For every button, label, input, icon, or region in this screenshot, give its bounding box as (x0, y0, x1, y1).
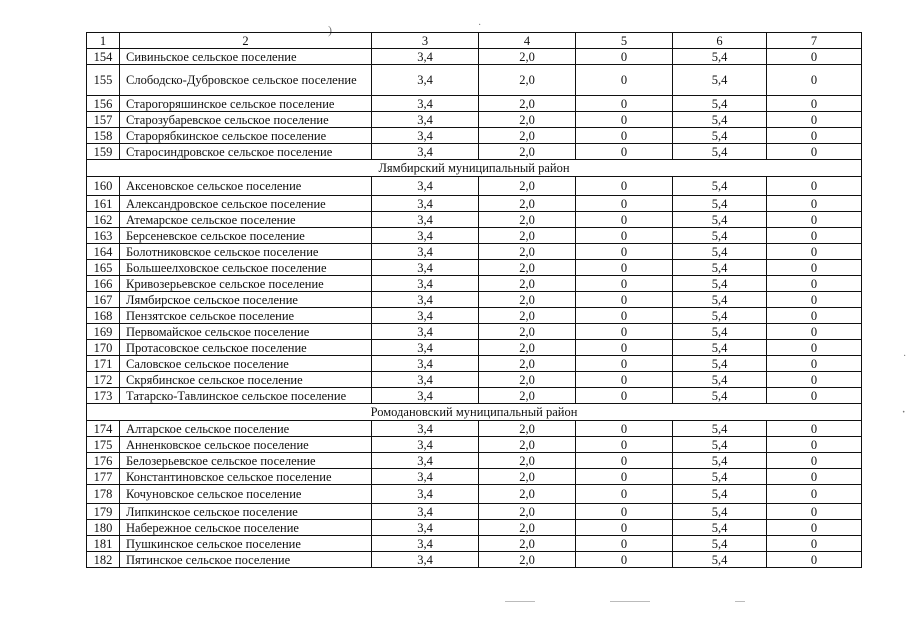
value-col-3: 3,4 (372, 212, 479, 228)
value-col-3: 3,4 (372, 437, 479, 453)
settlement-name: Липкинское сельское поселение (120, 504, 372, 520)
settlement-name: Скрябинское сельское поселение (120, 372, 372, 388)
table-row (87, 485, 862, 504)
table-row (87, 128, 862, 144)
value-col-3: 3,4 (372, 144, 479, 160)
value-col-4: 2,0 (479, 292, 576, 308)
value-col-4: 2,0 (479, 308, 576, 324)
value-col-4: 2,0 (479, 421, 576, 437)
value-col-6: 5,4 (673, 228, 767, 244)
value-col-4: 2,0 (479, 437, 576, 453)
settlement-name: Старосиндровское сельское поселение (120, 144, 372, 160)
settlement-name: Алтарское сельское поселение (120, 421, 372, 437)
value-col-6: 5,4 (673, 372, 767, 388)
value-col-5: 0 (576, 49, 673, 65)
row-number: 161 (87, 196, 120, 212)
value-col-5: 0 (576, 372, 673, 388)
value-col-7: 0 (767, 340, 862, 356)
value-col-7: 0 (767, 96, 862, 112)
value-col-5: 0 (576, 437, 673, 453)
table-row (87, 212, 862, 228)
value-col-7: 0 (767, 485, 862, 504)
table-row (87, 372, 862, 388)
value-col-4: 2,0 (479, 177, 576, 196)
table-row (87, 453, 862, 469)
value-col-5: 0 (576, 65, 673, 96)
value-col-4: 2,0 (479, 485, 576, 504)
value-col-3: 3,4 (372, 340, 479, 356)
row-number: 168 (87, 308, 120, 324)
value-col-4: 2,0 (479, 244, 576, 260)
settlements-table (86, 32, 862, 568)
value-col-6: 5,4 (673, 177, 767, 196)
value-col-4: 2,0 (479, 196, 576, 212)
value-col-4: 2,0 (479, 453, 576, 469)
value-col-6: 5,4 (673, 308, 767, 324)
value-col-7: 0 (767, 552, 862, 568)
value-col-3: 3,4 (372, 388, 479, 404)
value-col-6: 5,4 (673, 437, 767, 453)
value-col-3: 3,4 (372, 196, 479, 212)
value-col-6: 5,4 (673, 324, 767, 340)
settlement-name: Пушкинское сельское поселение (120, 536, 372, 552)
value-col-6: 5,4 (673, 421, 767, 437)
row-number: 181 (87, 536, 120, 552)
value-col-4: 2,0 (479, 212, 576, 228)
value-col-3: 3,4 (372, 260, 479, 276)
value-col-5: 0 (576, 196, 673, 212)
row-number: 166 (87, 276, 120, 292)
value-col-4: 2,0 (479, 276, 576, 292)
value-col-3: 3,4 (372, 65, 479, 96)
district-section-row (87, 404, 862, 421)
value-col-5: 0 (576, 504, 673, 520)
value-col-6: 5,4 (673, 96, 767, 112)
settlement-name: Саловское сельское поселение (120, 356, 372, 372)
value-col-6: 5,4 (673, 212, 767, 228)
value-col-3: 3,4 (372, 324, 479, 340)
settlement-name: Берсеневское сельское поселение (120, 228, 372, 244)
value-col-5: 0 (576, 292, 673, 308)
row-number: 178 (87, 485, 120, 504)
table-row (87, 520, 862, 536)
value-col-5: 0 (576, 260, 673, 276)
value-col-4: 2,0 (479, 469, 576, 485)
value-col-6: 5,4 (673, 469, 767, 485)
value-col-7: 0 (767, 504, 862, 520)
table-row (87, 65, 862, 96)
value-col-7: 0 (767, 228, 862, 244)
settlement-name: Старорябкинское сельское поселение (120, 128, 372, 144)
table-row (87, 292, 862, 308)
settlement-name: Кривозерьевское сельское поселение (120, 276, 372, 292)
value-col-5: 0 (576, 112, 673, 128)
value-col-3: 3,4 (372, 372, 479, 388)
value-col-7: 0 (767, 292, 862, 308)
value-col-4: 2,0 (479, 96, 576, 112)
header-cell: 1 (87, 33, 120, 49)
value-col-7: 0 (767, 177, 862, 196)
row-number: 177 (87, 469, 120, 485)
value-col-3: 3,4 (372, 49, 479, 65)
value-col-7: 0 (767, 437, 862, 453)
value-col-7: 0 (767, 453, 862, 469)
district-title: Ромодановский муниципальный район (87, 404, 862, 421)
value-col-5: 0 (576, 388, 673, 404)
value-col-3: 3,4 (372, 128, 479, 144)
value-col-7: 0 (767, 536, 862, 552)
row-number: 154 (87, 49, 120, 65)
value-col-7: 0 (767, 372, 862, 388)
settlement-name: Анненковское сельское поселение (120, 437, 372, 453)
value-col-7: 0 (767, 356, 862, 372)
value-col-3: 3,4 (372, 177, 479, 196)
table-row (87, 196, 862, 212)
value-col-4: 2,0 (479, 356, 576, 372)
header-cell: 3 (372, 33, 479, 49)
value-col-4: 2,0 (479, 340, 576, 356)
header-cell: 4 (479, 33, 576, 49)
value-col-7: 0 (767, 276, 862, 292)
value-col-3: 3,4 (372, 504, 479, 520)
value-col-4: 2,0 (479, 144, 576, 160)
table-row (87, 469, 862, 485)
row-number: 182 (87, 552, 120, 568)
table-row (87, 552, 862, 568)
value-col-3: 3,4 (372, 276, 479, 292)
settlement-name: Кочуновское сельское поселение (120, 485, 372, 504)
table-row (87, 276, 862, 292)
value-col-6: 5,4 (673, 196, 767, 212)
value-col-7: 0 (767, 324, 862, 340)
value-col-5: 0 (576, 552, 673, 568)
table-row (87, 244, 862, 260)
table-row (87, 260, 862, 276)
value-col-6: 5,4 (673, 112, 767, 128)
value-col-6: 5,4 (673, 552, 767, 568)
value-col-5: 0 (576, 177, 673, 196)
value-col-5: 0 (576, 144, 673, 160)
table-row (87, 49, 862, 65)
value-col-6: 5,4 (673, 276, 767, 292)
settlement-name: Аксеновское сельское поселение (120, 177, 372, 196)
value-col-4: 2,0 (479, 388, 576, 404)
value-col-3: 3,4 (372, 228, 479, 244)
value-col-4: 2,0 (479, 504, 576, 520)
table-row (87, 308, 862, 324)
row-number: 174 (87, 421, 120, 437)
value-col-3: 3,4 (372, 453, 479, 469)
settlement-name: Лямбирское сельское поселение (120, 292, 372, 308)
value-col-5: 0 (576, 276, 673, 292)
row-number: 176 (87, 453, 120, 469)
table-row (87, 112, 862, 128)
table-row (87, 96, 862, 112)
value-col-6: 5,4 (673, 65, 767, 96)
row-number: 165 (87, 260, 120, 276)
district-section-row (87, 160, 862, 177)
row-number: 156 (87, 96, 120, 112)
value-col-5: 0 (576, 340, 673, 356)
value-col-5: 0 (576, 308, 673, 324)
header-cell: 7 (767, 33, 862, 49)
header-cell: 2 (120, 33, 372, 49)
value-col-4: 2,0 (479, 552, 576, 568)
table-row (87, 536, 862, 552)
row-number: 173 (87, 388, 120, 404)
value-col-6: 5,4 (673, 388, 767, 404)
value-col-7: 0 (767, 469, 862, 485)
row-number: 171 (87, 356, 120, 372)
header-cell: 5 (576, 33, 673, 49)
value-col-6: 5,4 (673, 453, 767, 469)
settlement-name: Первомайское сельское поселение (120, 324, 372, 340)
value-col-4: 2,0 (479, 49, 576, 65)
header-cell: 6 (673, 33, 767, 49)
settlement-name: Большеелховское сельское поселение (120, 260, 372, 276)
settlement-name: Старогоряшинское сельское поселение (120, 96, 372, 112)
value-col-4: 2,0 (479, 536, 576, 552)
value-col-5: 0 (576, 244, 673, 260)
value-col-5: 0 (576, 356, 673, 372)
row-number: 164 (87, 244, 120, 260)
value-col-6: 5,4 (673, 49, 767, 65)
settlement-name: Константиновское сельское поселение (120, 469, 372, 485)
row-number: 172 (87, 372, 120, 388)
value-col-5: 0 (576, 485, 673, 504)
table-row (87, 228, 862, 244)
scan-artifact-line (505, 601, 535, 602)
value-col-7: 0 (767, 144, 862, 160)
table-row (87, 421, 862, 437)
value-col-6: 5,4 (673, 128, 767, 144)
value-col-7: 0 (767, 212, 862, 228)
value-col-5: 0 (576, 128, 673, 144)
value-col-5: 0 (576, 469, 673, 485)
row-number: 175 (87, 437, 120, 453)
settlement-name: Белозерьевское сельское поселение (120, 453, 372, 469)
table-header-row (87, 33, 862, 49)
value-col-5: 0 (576, 96, 673, 112)
value-col-3: 3,4 (372, 308, 479, 324)
value-col-7: 0 (767, 308, 862, 324)
value-col-5: 0 (576, 324, 673, 340)
value-col-6: 5,4 (673, 504, 767, 520)
value-col-5: 0 (576, 228, 673, 244)
district-title: Лямбирский муниципальный район (87, 160, 862, 177)
value-col-3: 3,4 (372, 244, 479, 260)
row-number: 163 (87, 228, 120, 244)
settlement-name: Пензятское сельское поселение (120, 308, 372, 324)
scan-artifact-line (735, 601, 745, 602)
settlement-name: Александровское сельское поселение (120, 196, 372, 212)
row-number: 158 (87, 128, 120, 144)
value-col-7: 0 (767, 520, 862, 536)
table-row (87, 340, 862, 356)
value-col-3: 3,4 (372, 356, 479, 372)
table-row (87, 324, 862, 340)
value-col-3: 3,4 (372, 292, 479, 308)
value-col-3: 3,4 (372, 421, 479, 437)
value-col-4: 2,0 (479, 65, 576, 96)
row-number: 159 (87, 144, 120, 160)
settlement-name: Болотниковское сельское поселение (120, 244, 372, 260)
value-col-3: 3,4 (372, 112, 479, 128)
value-col-4: 2,0 (479, 228, 576, 244)
value-col-6: 5,4 (673, 244, 767, 260)
table-row (87, 356, 862, 372)
value-col-3: 3,4 (372, 96, 479, 112)
row-number: 169 (87, 324, 120, 340)
scan-artifact-mark: ) (328, 23, 332, 37)
value-col-4: 2,0 (479, 372, 576, 388)
value-col-4: 2,0 (479, 520, 576, 536)
settlement-name: Набережное сельское поселение (120, 520, 372, 536)
settlement-name: Слободско-Дубровское сельское поселение (120, 65, 372, 96)
value-col-7: 0 (767, 244, 862, 260)
value-col-6: 5,4 (673, 536, 767, 552)
value-col-3: 3,4 (372, 536, 479, 552)
value-col-3: 3,4 (372, 485, 479, 504)
value-col-5: 0 (576, 421, 673, 437)
scan-artifact-dot: · (478, 20, 482, 31)
value-col-5: 0 (576, 212, 673, 228)
settlement-name: Пятинское сельское поселение (120, 552, 372, 568)
value-col-7: 0 (767, 260, 862, 276)
row-number: 170 (87, 340, 120, 356)
row-number: 167 (87, 292, 120, 308)
value-col-7: 0 (767, 128, 862, 144)
value-col-3: 3,4 (372, 520, 479, 536)
value-col-3: 3,4 (372, 552, 479, 568)
value-col-3: 3,4 (372, 469, 479, 485)
value-col-7: 0 (767, 112, 862, 128)
value-col-7: 0 (767, 49, 862, 65)
value-col-4: 2,0 (479, 112, 576, 128)
value-col-4: 2,0 (479, 324, 576, 340)
value-col-6: 5,4 (673, 356, 767, 372)
settlement-name: Сивиньское сельское поселение (120, 49, 372, 65)
settlement-name: Старозубаревское сельское поселение (120, 112, 372, 128)
table-row (87, 504, 862, 520)
settlement-name: Протасовское сельское поселение (120, 340, 372, 356)
value-col-5: 0 (576, 520, 673, 536)
value-col-4: 2,0 (479, 260, 576, 276)
scan-artifact-line (610, 601, 650, 602)
table-row (87, 144, 862, 160)
value-col-7: 0 (767, 196, 862, 212)
table-row (87, 437, 862, 453)
value-col-7: 0 (767, 421, 862, 437)
value-col-6: 5,4 (673, 260, 767, 276)
value-col-6: 5,4 (673, 292, 767, 308)
row-number: 180 (87, 520, 120, 536)
value-col-6: 5,4 (673, 485, 767, 504)
row-number: 162 (87, 212, 120, 228)
settlement-name: Атемарское сельское поселение (120, 212, 372, 228)
value-col-4: 2,0 (479, 128, 576, 144)
row-number: 160 (87, 177, 120, 196)
table-row (87, 388, 862, 404)
value-col-6: 5,4 (673, 520, 767, 536)
table-row (87, 177, 862, 196)
row-number: 155 (87, 65, 120, 96)
value-col-7: 0 (767, 388, 862, 404)
value-col-5: 0 (576, 536, 673, 552)
value-col-6: 5,4 (673, 340, 767, 356)
scan-artifact-dot: · (902, 407, 906, 418)
row-number: 179 (87, 504, 120, 520)
value-col-6: 5,4 (673, 144, 767, 160)
value-col-7: 0 (767, 65, 862, 96)
value-col-5: 0 (576, 453, 673, 469)
settlement-name: Татарско-Тавлинское сельское поселение (120, 388, 372, 404)
row-number: 157 (87, 112, 120, 128)
